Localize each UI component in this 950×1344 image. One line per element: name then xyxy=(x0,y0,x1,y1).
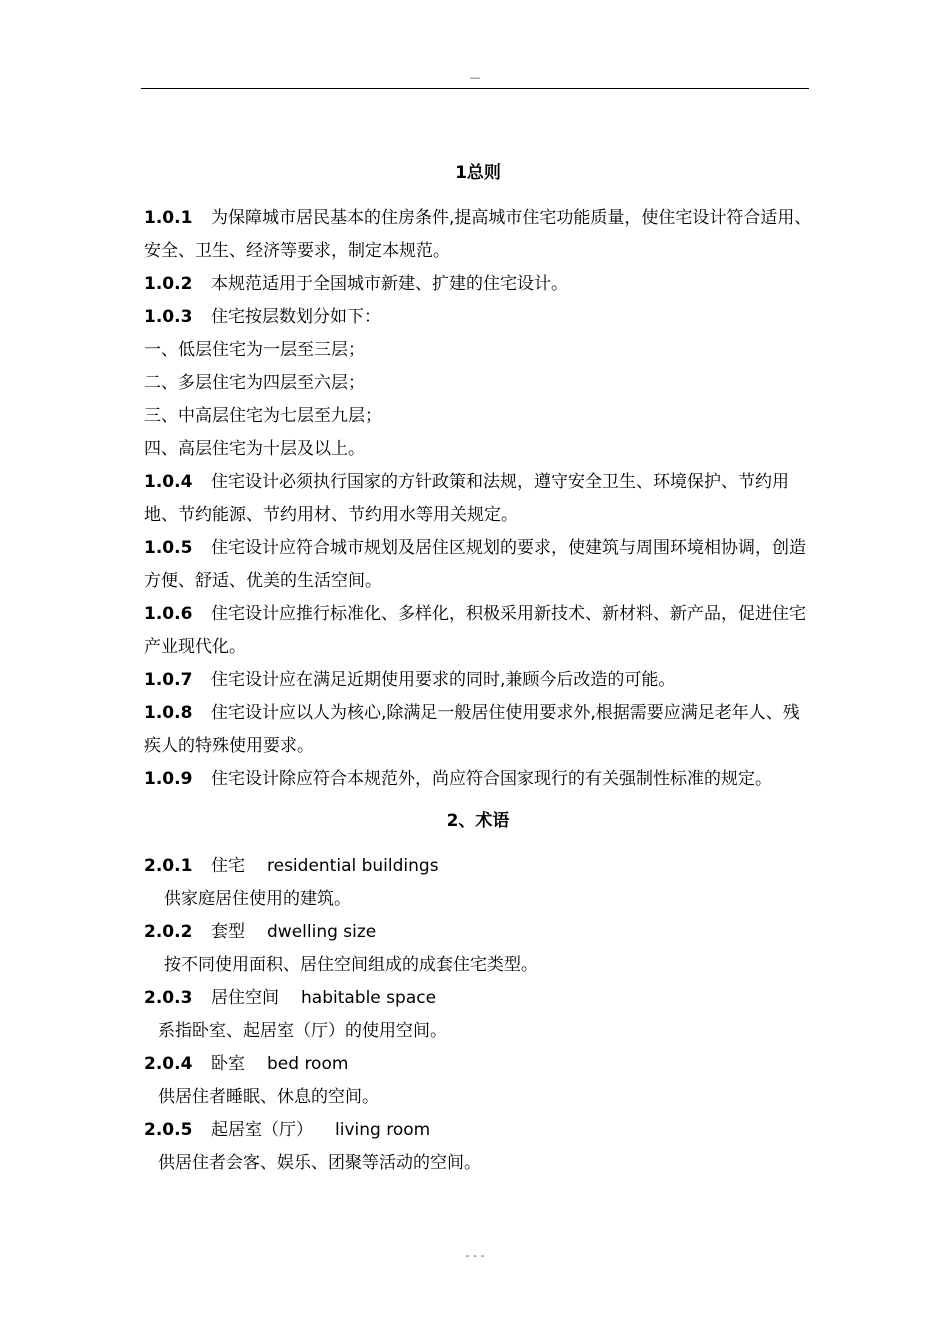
term-number: 2.0.5 xyxy=(144,1120,193,1140)
clause-text: 住宅按层数划分如下： xyxy=(211,307,381,327)
clause-text: 住宅设计除应符合本规范外，尚应符合国家现行的有关强制性标准的规定。 xyxy=(211,769,772,789)
term-en: dwelling size xyxy=(267,922,377,942)
term-en: bed room xyxy=(267,1054,349,1074)
term-cn: 套型 xyxy=(211,922,245,942)
section-1-title: 1总则 xyxy=(455,163,501,183)
clause-text: 住宅设计应在满足近期使用要求的同时,兼顾今后改造的可能。 xyxy=(211,670,676,690)
clause-text: 住宅设计必须执行国家的方针政策和法规，遵守安全卫生、环境保护、节约用地、节约能源、节约用材、节约用水等用关规定。 xyxy=(144,472,789,525)
clause-1-0-9 xyxy=(144,763,812,796)
clause-number: 1.0.9 xyxy=(144,769,193,789)
term-number: 2.0.2 xyxy=(144,922,193,942)
term-definition: 供家庭居住使用的建筑。 xyxy=(164,889,351,909)
level-item: 三、中高层住宅为七层至九层； xyxy=(144,406,382,426)
level-item: 一、低层住宅为一层至三层； xyxy=(144,340,365,360)
clause-number: 1.0.6 xyxy=(144,604,193,624)
clause-text: 住宅设计应符合城市规划及居住区规划的要求，使建筑与周围环境相协调，创造方便、舒适、优美的生活空间。 xyxy=(144,538,806,591)
term-2-0-4 xyxy=(144,1048,812,1081)
clause-number: 1.0.3 xyxy=(144,307,193,327)
clause-1-0-6 xyxy=(144,598,812,664)
term-definition: 供居住者会客、娱乐、团聚等活动的空间。 xyxy=(158,1153,481,1173)
term-definition: 系指卧室、起居室（厅）的使用空间。 xyxy=(158,1021,447,1041)
header-rule xyxy=(141,88,809,89)
term-en: residential buildings xyxy=(267,856,439,876)
term-en: habitable space xyxy=(301,988,437,1008)
term-cn: 起居室（厅） xyxy=(211,1120,313,1140)
clause-number: 1.0.1 xyxy=(144,208,193,228)
term-en: living room xyxy=(335,1120,431,1140)
clause-text: 本规范适用于全国城市新建、扩建的住宅设计。 xyxy=(211,274,568,294)
term-2-0-2 xyxy=(144,916,812,949)
term-number: 2.0.3 xyxy=(144,988,193,1008)
header-mark: — xyxy=(469,71,481,84)
level-item: 二、多层住宅为四层至六层； xyxy=(144,373,365,393)
term-2-0-1 xyxy=(144,850,812,883)
term-definition: 按不同使用面积、居住空间组成的成套住宅类型。 xyxy=(164,955,538,975)
clause-number: 1.0.8 xyxy=(144,703,193,723)
clause-number: 1.0.4 xyxy=(144,472,193,492)
term-definition: 供居住者睡眠、休息的空间。 xyxy=(158,1087,379,1107)
term-2-0-3 xyxy=(144,982,812,1015)
term-cn: 居住空间 xyxy=(211,988,279,1008)
term-cn: 住宅 xyxy=(211,856,245,876)
footer-mark: - - - xyxy=(465,1249,485,1262)
clause-number: 1.0.7 xyxy=(144,670,193,690)
term-cn: 卧室 xyxy=(211,1054,245,1074)
term-number: 2.0.1 xyxy=(144,856,193,876)
clause-1-0-7 xyxy=(144,664,812,697)
document-body xyxy=(144,158,812,1180)
clause-1-0-8 xyxy=(144,697,812,763)
level-item: 四、高层住宅为十层及以上。 xyxy=(144,439,365,459)
clause-number: 1.0.2 xyxy=(144,274,193,294)
clause-text: 住宅设计应以人为核心,除满足一般居住使用要求外,根据需要应满足老年人、残疾人的特殊使用要求。 xyxy=(144,703,800,756)
term-2-0-5 xyxy=(144,1114,812,1147)
clause-text: 住宅设计应推行标准化、多样化，积极采用新技术、新材料、新产品，促进住宅产业现代化。 xyxy=(144,604,806,657)
clause-1-0-5 xyxy=(144,532,812,598)
term-number: 2.0.4 xyxy=(144,1054,193,1074)
section-2-title: 2、术语 xyxy=(446,811,510,831)
clause-number: 1.0.5 xyxy=(144,538,193,558)
clause-text: 为保障城市居民基本的住房条件,提高城市住宅功能质量，使住宅设计符合适用、安全、卫生、经济等要求，制定本规范。 xyxy=(144,208,812,261)
clause-1-0-2 xyxy=(144,268,812,301)
clause-1-0-4 xyxy=(144,466,812,532)
clause-1-0-3 xyxy=(144,301,812,334)
clause-1-0-1 xyxy=(144,202,812,268)
